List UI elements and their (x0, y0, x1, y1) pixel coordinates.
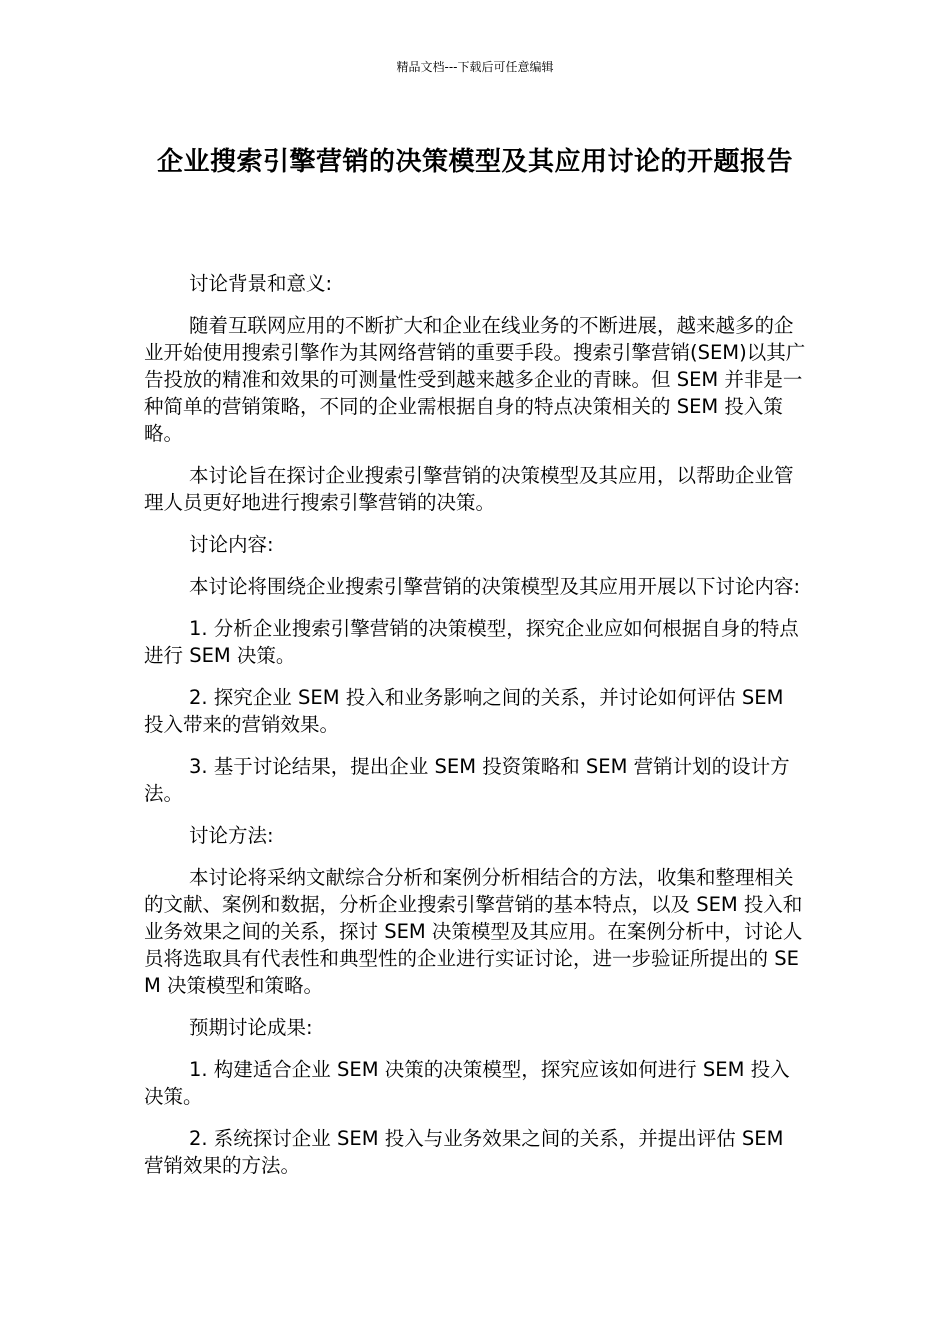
document-body (144, 270, 809, 1194)
paragraph-method: 本讨论将采纳文献综合分析和案例分析相结合的方法，收集和整理相关的文献、案例和数据，分析企业搜索引擎营销的基本特点，以及 SEM 投入和业务效果之间的关系，探讨 SEM 决策模型及其应用。在案例分析中，讨论人员将选取具有代表性和典型性的企业进行实证讨论，进一步验证所提出的 SEM 决策模型和策略。 (144, 866, 803, 997)
section-heading-method: 讨论方法: (189, 824, 274, 847)
list-item-content-1: 1. 分析企业搜索引擎营销的决策模型，探究企业应如何根据自身的特点进行 SEM 决策。 (144, 617, 799, 667)
section-heading-content: 讨论内容: (189, 533, 274, 556)
document-title: 企业搜索引擎营销的决策模型及其应用讨论的开题报告 (156, 147, 793, 177)
list-item-content-2: 2. 探究企业 SEM 投入和业务影响之间的关系，并讨论如何评估 SEM 投入带来的营销效果。 (144, 686, 784, 736)
section-heading-results: 预期讨论成果: (189, 1016, 313, 1039)
section-heading-background: 讨论背景和意义: (189, 272, 333, 295)
list-item-content-3: 3. 基于讨论结果，提出企业 SEM 投资策略和 SEM 营销计划的设计方法。 (144, 755, 790, 805)
paragraph-background-1: 随着互联网应用的不断扩大和企业在线业务的不断进展，越来越多的企业开始使用搜索引擎作为其网络营销的重要手段。搜索引擎营销(SEM)以其广告投放的精准和效果的可测量性受到越来越多企业的青睐。但 SEM 并非是一种简单的营销策略，不同的企业需根据自身的特点决策相关的 SEM 投入策略。 (144, 314, 806, 445)
list-item-results-2: 2. 系统探讨企业 SEM 投入与业务效果之间的关系，并提出评估 SEM 营销效果的方法。 (144, 1127, 784, 1177)
header-note: 精品文档---下载后可任意编辑 (396, 60, 554, 74)
list-item-results-1: 1. 构建适合企业 SEM 决策的决策模型，探究应该如何进行 SEM 投入决策。 (144, 1058, 790, 1108)
paragraph-background-2: 本讨论旨在探讨企业搜索引擎营销的决策模型及其应用，以帮助企业管理人员更好地进行搜索引擎营销的决策。 (144, 464, 794, 514)
paragraph-content-intro: 本讨论将围绕企业搜索引擎营销的决策模型及其应用开展以下讨论内容: (189, 575, 801, 598)
